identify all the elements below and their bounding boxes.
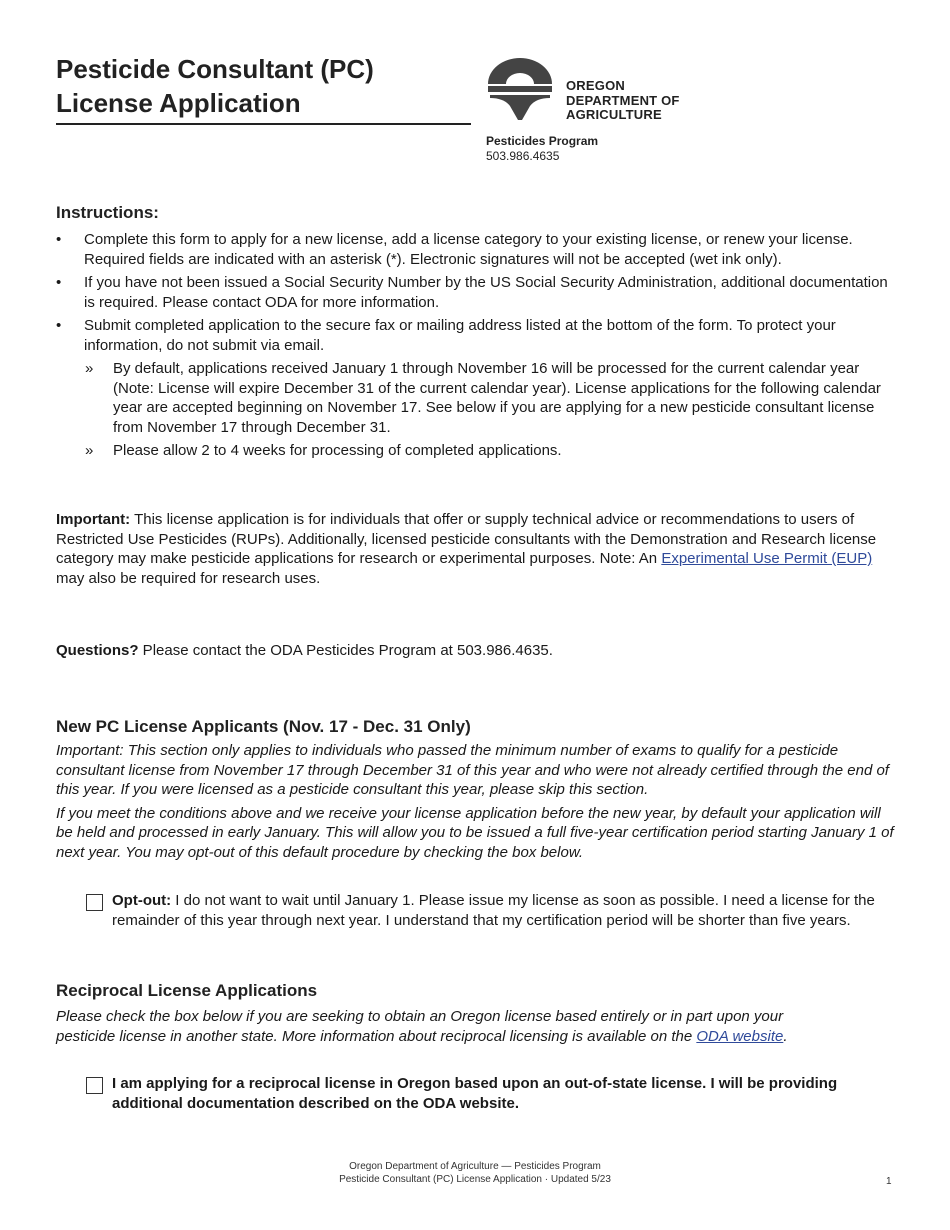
title-line-1: Pesticide Consultant (PC) [56,54,374,84]
reciprocal-note: Please check the box below if you are seeking to obtain an Oregon license based entirely or in part upon your pesticide license in another state. More information about reciprocal licensing is available on the ODA website. [56,1008,788,1045]
title-divider [56,123,471,125]
new-applicants-heading: New PC License Applicants (Nov. 17 - Dec. 31 Only) [56,717,471,736]
sub-list-item: » By default, applications received January 1 through November 16 will be processed for the current calendar year (Note: License will expire December 31 of the current calendar year). License applications for the following calendar year are accepted beginning on November 17. See below if you are applying for a new pesticide consultant license from November 17 through December 31. [56,359,896,437]
optout-row: Opt-out: I do not want to wait until January 1. Please issue my license as soon as possible. I need a license for the remainder of this year through next year. I understand that my certification period will be shorter than five years. [86,891,886,930]
page-number: 1 [886,1176,892,1187]
title-line-2: License Application [56,88,301,118]
program-name: Pesticides [486,134,546,148]
important-paragraph: Important: This license application is for individuals that offer or supply technical advice or recommendations to users of Restricted Use Pesticides (RUPs). Additionally, licensed pesticide consultants with the Demonstration and Research license category may make pesticide applications for research or experimental purposes. Note: An Experimental Use Permit (EUP) may also be required for research uses. [56,511,877,587]
instructions-list [56,230,896,461]
questions-paragraph: Questions? Please contact the ODA Pesticides Program at 503.986.4635. [56,642,553,659]
page-footer: Oregon Department of Agriculture — Pesticides Program Pesticide Consultant (PC) License Application · Updated 5/23 [339,1161,611,1185]
new-applicants-default: If you meet the conditions above and we receive your license application before the new year, by default your application will be held and processed in early January. This will allow you to be issued a full five-year certification period starting January 1 of next year. You may opt-out of this default procedure by checking the box below. [56,804,894,861]
oda-website-link[interactable]: ODA website [696,1027,784,1045]
eup-link[interactable]: Experimental Use Permit (EUP) [661,550,873,567]
oda-logo-icon [486,58,554,122]
list-item: • If you have not been issued a Social Security Number by the US Social Security Administration, additional documentation is required. Please contact ODA for more information. [56,273,896,312]
reciprocal-row [86,1074,886,1113]
list-item: • Submit completed application to the secure fax or mailing address listed at the bottom of the form. To protect your information, do not submit via email. [56,316,896,355]
reciprocal-section [56,980,896,1046]
optout-label: Opt-out: [112,892,172,909]
sub-list-item: » Please allow 2 to 4 weeks for processing of completed applications. [56,441,896,461]
program-info: Pesticides Program 503.986.4635 [486,134,599,163]
reciprocal-checkbox[interactable] [86,1077,103,1094]
list-item: • Complete this form to apply for a new license, add a license category to your existing license, or renew your license. Required fields are indicated with an asterisk (*). Electronic signatures will not be accepted (wet ink only). [56,230,896,269]
instructions-section [56,202,896,465]
instructions-heading: Instructions: [56,203,159,222]
reciprocal-checkbox-label: I am applying for a reciprocal license in Oregon based upon an out-of-state license. I will be providing additional documentation described on the ODA website. [112,1075,838,1112]
program-phone: 503.986.4635 [486,149,560,163]
optout-checkbox[interactable] [86,894,103,911]
new-applicants-section [56,716,896,862]
page-title [56,52,472,120]
reciprocal-heading: Reciprocal License Applications [56,981,318,1000]
org-name: OREGON DEPARTMENT OF AGRICULTURE [566,78,680,122]
new-applicants-note: Important: This section only applies to individuals who passed the minimum number of exams to qualify for a pesticide consultant license from November 17 through December 31 of this year and who were not already certified through the end of this year. If you were licensed as a pesticide consultant this year, please skip this section. [56,742,889,798]
